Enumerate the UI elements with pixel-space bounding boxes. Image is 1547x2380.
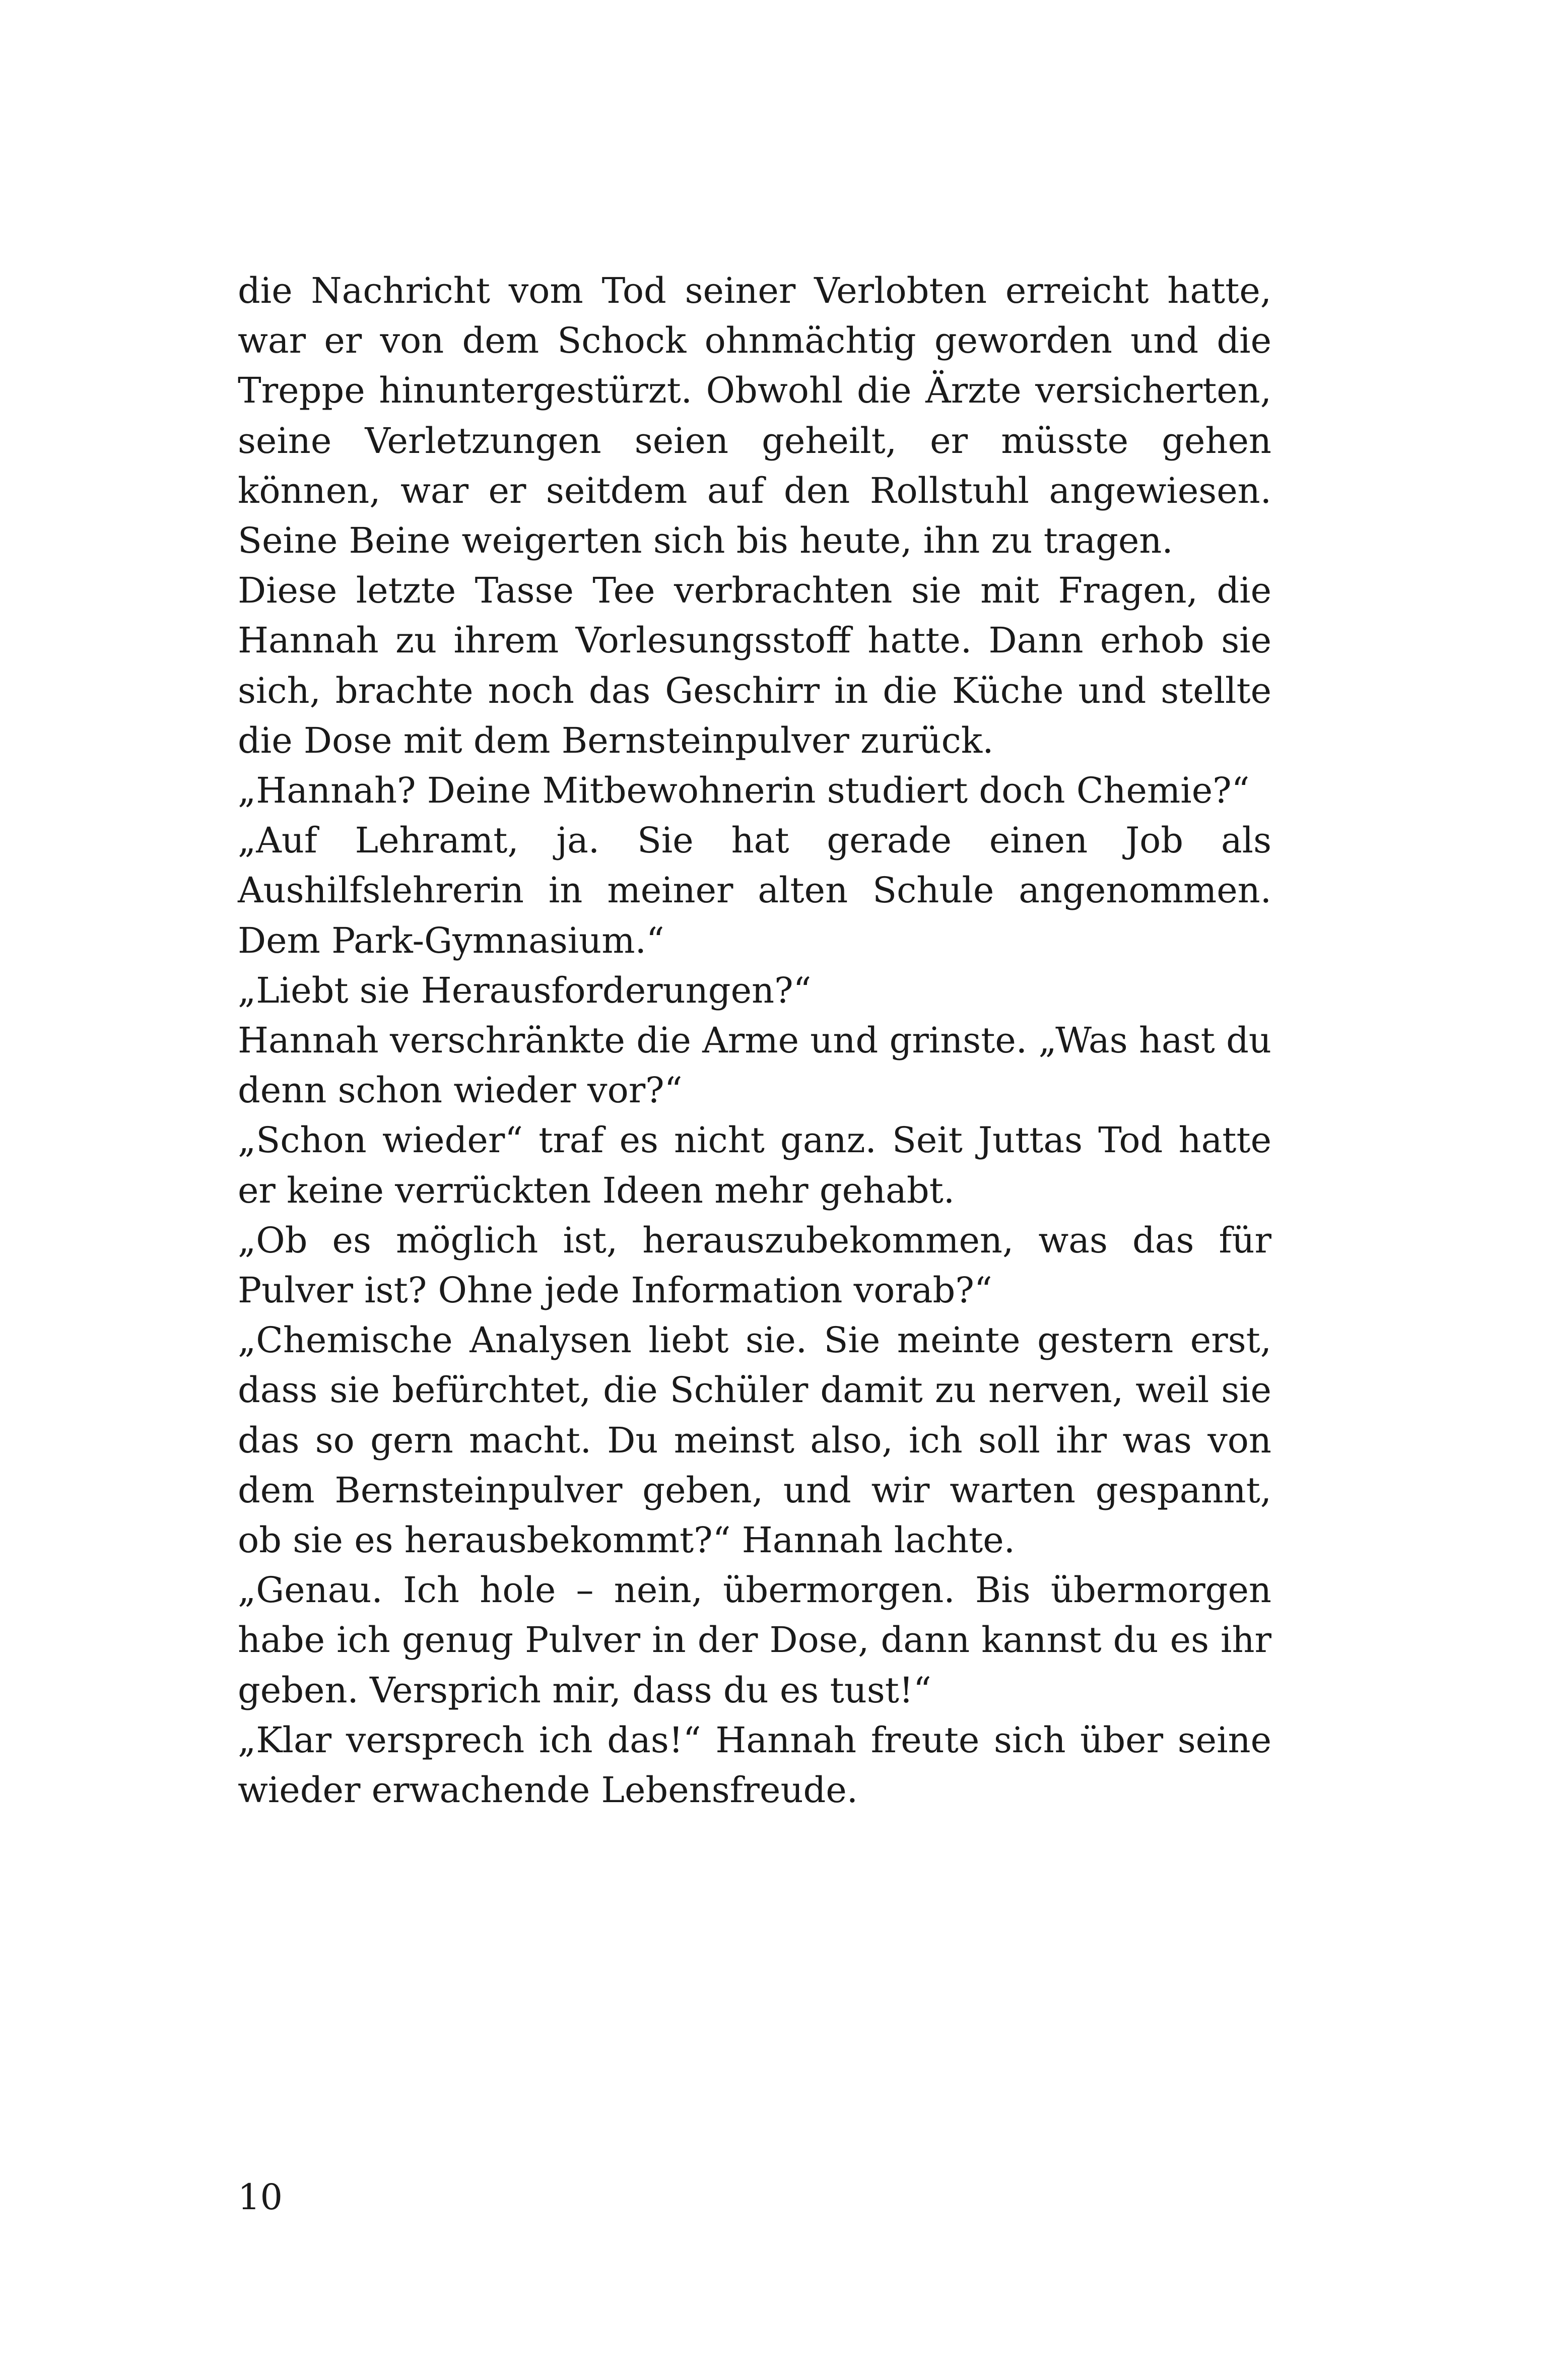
paragraph: „Chemische Analysen liebt sie. Sie meinte gestern erst, dass sie befürchtet, die Schüler damit zu nerven, weil sie das so gern macht. Du meinst also, ich soll ihr was von dem Bernsteinpulver geben, und wir warten gespannt, ob sie es herausbekommt?“ Hannah lachte.	[238, 1319, 1271, 1561]
paragraph: „Ob es möglich ist, herauszubekommen, was das für Pulver ist? Ohne jede Information vorab?“	[238, 1219, 1271, 1311]
paragraph: Diese letzte Tasse Tee verbrachten sie mit Fragen, die Hannah zu ihrem Vorlesungsstoff hatte. Dann erhob sie sich, brachte noch das Geschirr in die Küche und stellte die Dose mit dem Bernsteinpulver zurück.	[238, 570, 1271, 761]
paragraph: „Auf Lehramt, ja. Sie hat gerade einen Job als Aushilfslehrerin in meiner alten Schule angenommen. Dem Park-Gymnasium.“	[238, 820, 1271, 961]
paragraph: „Liebt sie Herausforderungen?“	[238, 969, 812, 1011]
paragraph: Hannah verschränkte die Arme und grinste. „Was hast du denn schon wieder vor?“	[238, 1020, 1271, 1111]
paragraph: „Genau. Ich hole – nein, übermorgen. Bis übermorgen habe ich genug Pulver in der Dose, dann kannst du es ihr geben. Versprich mir, dass du es tust!“	[238, 1569, 1271, 1711]
paragraph: „Hannah? Deine Mitbewohnerin studiert doch Chemie?“	[238, 770, 1250, 812]
paragraph: „Klar versprech ich das!“ Hannah freute sich über seine wieder erwachende Lebensfreude.	[238, 1719, 1271, 1811]
paragraph: die Nachricht vom Tod seiner Verlobten erreicht hatte, war er von dem Schock ohnmächtig geworden und die Treppe hinuntergestürzt. Obwohl die Ärzte versicherten, seine Verletzungen seien geheilt, er müsste gehen können, war er seitdem auf den Rollstuhl angewiesen. Seine Beine weigerten sich bis heute, ihn zu tragen.	[238, 270, 1271, 562]
paragraph: „Schon wieder“ traf es nicht ganz. Seit Juttas Tod hatte er keine verrückten Ideen mehr gehabt.	[238, 1119, 1271, 1211]
page-number: 10	[238, 2176, 283, 2218]
body-text	[238, 266, 1271, 1815]
